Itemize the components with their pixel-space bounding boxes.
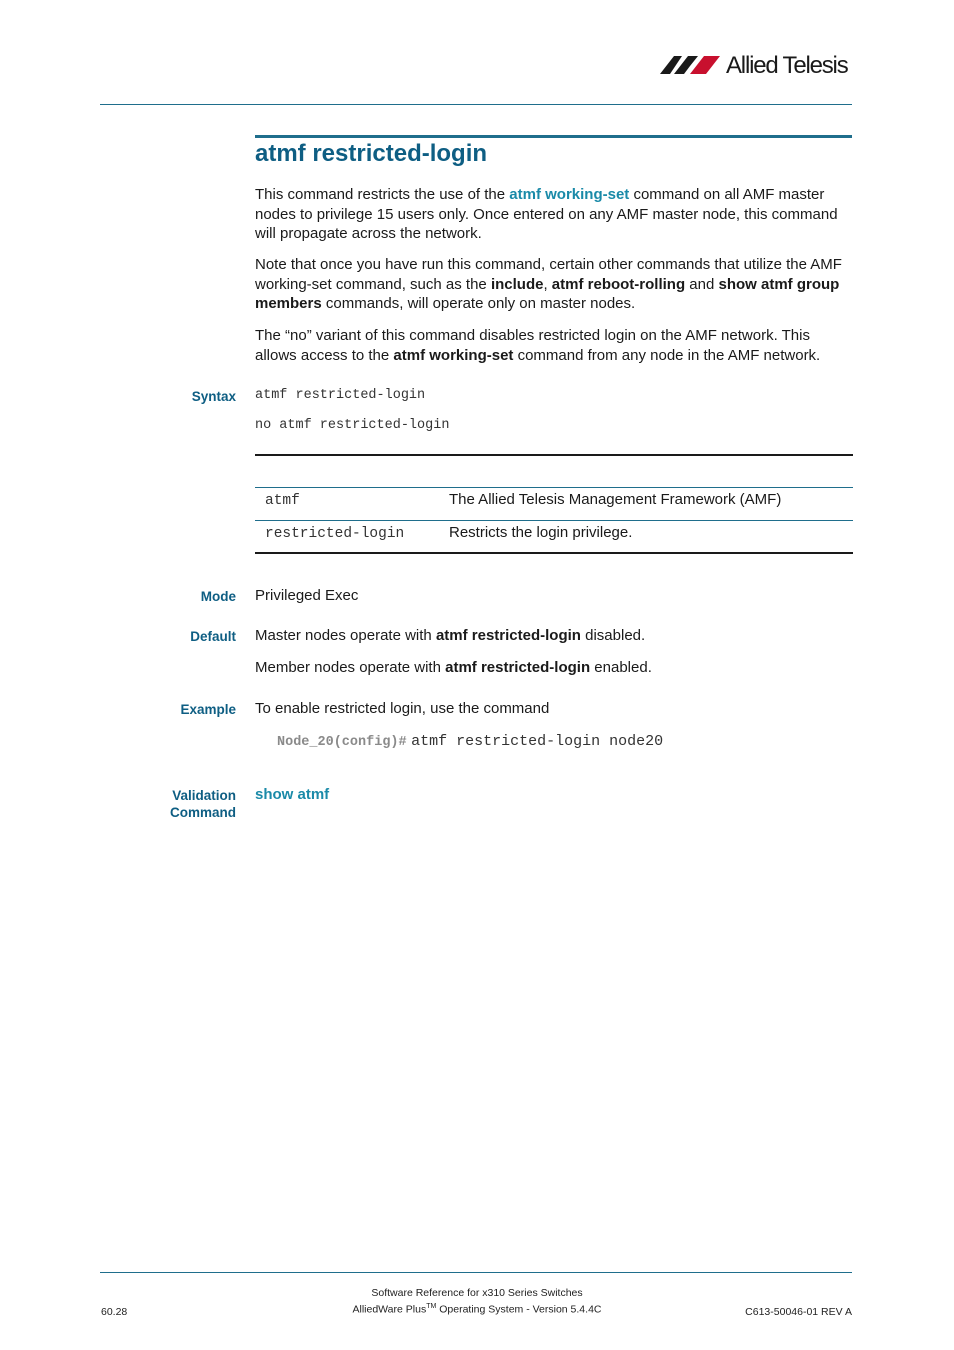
title-rule — [255, 135, 852, 138]
bold-term: members — [255, 295, 322, 312]
bold-term: atmf working-set — [393, 346, 514, 364]
allied-telesis-logo — [660, 50, 855, 80]
mode-label: Mode — [200, 589, 236, 604]
cli-prompt: Node_20(config)# — [277, 735, 407, 750]
table-row — [255, 488, 853, 520]
page-title: atmf restricted-login — [255, 140, 488, 167]
text: , — [543, 275, 552, 293]
text: disabled. — [580, 627, 646, 644]
text: working-set command, such as the — [255, 275, 491, 293]
param-name: atmf — [265, 493, 300, 509]
text: command on all AMF master — [629, 186, 825, 203]
page-number: 60.28 — [101, 1306, 128, 1318]
text: allows access to the — [255, 346, 394, 364]
text: nodes to privilege 15 users only. Once entered on any AMF master node, this command — [255, 205, 838, 223]
intro-paragraph-3 — [255, 326, 853, 365]
bold-term: show atmf group — [718, 275, 840, 293]
show-atmf-link[interactable]: show atmf — [255, 786, 330, 803]
text: Master nodes operate with — [255, 627, 436, 644]
param-name: restricted-login — [265, 526, 405, 542]
table-bottom-rule — [255, 552, 853, 554]
bold-term: atmf reboot-rolling — [551, 275, 686, 293]
text: AlliedWare Plus — [352, 1303, 427, 1316]
atmf-working-set-link[interactable]: atmf working-set — [509, 186, 630, 203]
table-row — [255, 521, 853, 552]
example-code — [277, 732, 663, 750]
table-top-rule — [255, 454, 853, 456]
header-rule — [100, 104, 852, 105]
text: Note that once you have run this command, certain other commands that utilize the AMF — [255, 256, 842, 273]
logo-mark-icon — [660, 50, 726, 80]
default-line-1 — [255, 626, 853, 646]
text: command from any node in the AMF network. — [513, 346, 821, 364]
text: This command restricts the use of the — [255, 186, 510, 203]
footer-title: Software Reference for x310 Series Switches — [371, 1287, 583, 1299]
text: The “no” variant of this command disables restricted login on the AMF network. This — [255, 327, 810, 344]
default-line-2 — [255, 658, 853, 678]
default-label: Default — [190, 629, 236, 644]
intro-paragraph-2 — [255, 255, 853, 314]
trademark: TM — [426, 1303, 437, 1310]
text: Member nodes operate with — [255, 659, 446, 676]
text: will propagate across the network. — [255, 225, 482, 242]
bold-term: include — [490, 275, 544, 293]
text: Operating System - Version 5.4.4C — [436, 1303, 602, 1316]
text: Validation — [172, 788, 236, 803]
param-description: The Allied Telesis Management Framework (AMF) — [449, 491, 782, 508]
cli-command: atmf restricted-login node20 — [411, 733, 664, 750]
mode-text: Privileged Exec — [255, 587, 359, 604]
bold-term: atmf restricted-login — [445, 659, 591, 676]
text: and — [685, 275, 719, 293]
example-text: To enable restricted login, use the command — [255, 700, 550, 717]
text: commands, will operate only on master nodes. — [321, 295, 636, 312]
footer-rule — [100, 1272, 852, 1273]
validation-label — [170, 787, 236, 821]
document-id: C613-50046-01 REV A — [745, 1306, 852, 1318]
logo-text: Allied Telesis — [726, 52, 848, 79]
text: enabled. — [590, 659, 652, 676]
text: Command — [169, 805, 236, 820]
syntax-line-1: atmf restricted-login — [255, 388, 426, 403]
syntax-label: Syntax — [191, 389, 236, 404]
bold-term: atmf restricted-login — [435, 627, 581, 644]
example-label: Example — [180, 702, 236, 717]
param-description: Restricts the login privilege. — [449, 524, 633, 541]
intro-paragraph-1 — [255, 185, 853, 244]
syntax-line-2: no atmf restricted-login — [255, 418, 450, 433]
